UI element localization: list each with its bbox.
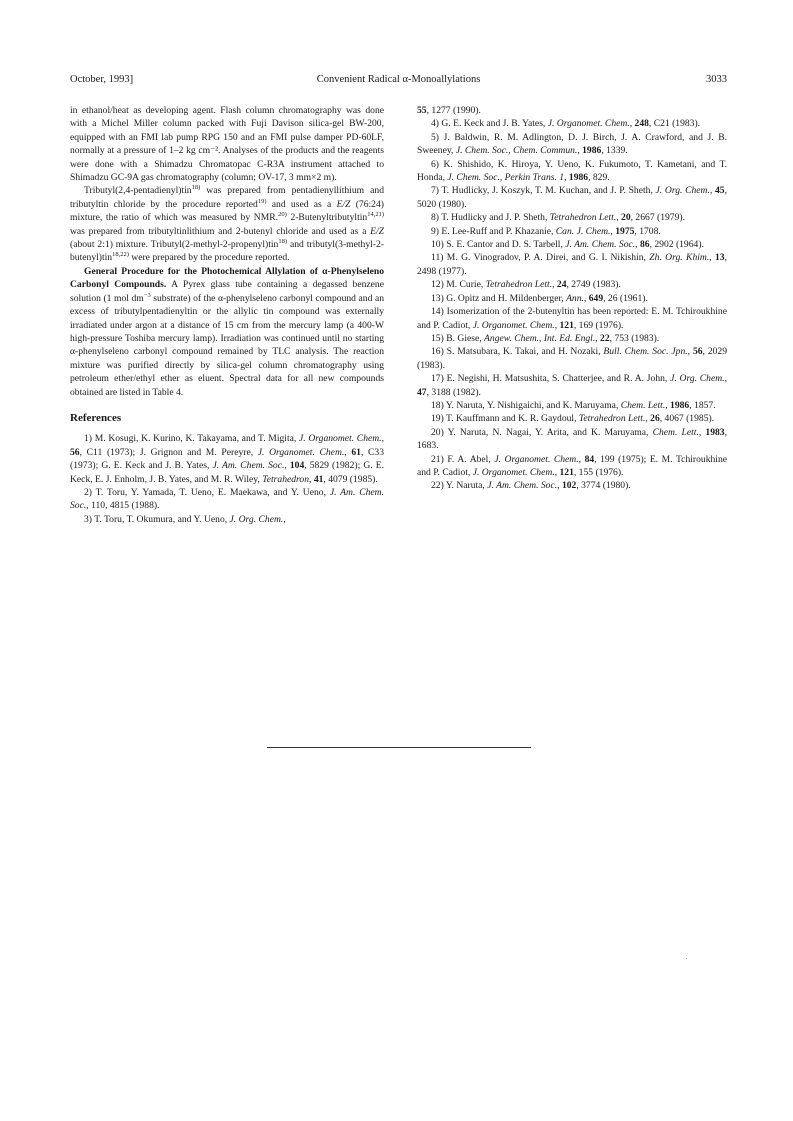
reference-item: 18) Y. Naruta, Y. Nishigaichi, and K. Maruyama, Chem. Lett., 1986, 1857.	[431, 399, 716, 411]
reference-1: 1) M. Kosugi, K. Kurino, K. Takayama, and T. Migita, J. Organomet. Chem., 56, C11 (1973); J. Grignon and M. Pereyre, J. Organomet. Chem., 61, C33 (1973); G. E. Keck and J. B. Yates, J. Am. Chem. Soc., 104, 5829 (1982); G. E. Keck, E. J. Enholm, J. B. Yates, and M. R. Wiley, Tetrahedron, 41, 4079 (1985).	[70, 433, 385, 485]
footer-divider	[267, 747, 531, 748]
reference-3: 3) T. Toru, T. Okumura, and Y. Ueno, J. Org. Chem.,	[84, 513, 286, 525]
reference-item: 12) M. Curie, Tetrahedron Lett., 24, 2749 (1983).	[431, 279, 621, 291]
reference-item: 5) J. Baldwin, R. M. Adlington, D. J. Birch, J. A. Crawford, and J. B. Sweeney, J. Chem. Soc., Chem. Commun., 1986, 1339.	[417, 131, 727, 157]
reference-item: 10) S. E. Cantor and D. S. Tarbell, J. Am. Chem. Soc., 86, 2902 (1964).	[431, 239, 704, 251]
reference-item: 8) T. Hudlicky and J. P. Sheth, Tetrahedron Lett., 20, 2667 (1979).	[431, 212, 685, 224]
reference-item: 22) Y. Naruta, J. Am. Chem. Soc., 102, 3774 (1980).	[431, 480, 631, 492]
right-column	[417, 104, 727, 493]
reference-item: 20) Y. Naruta, N. Nagai, Y. Arita, and K. Maruyama, Chem. Lett., 1983, 1683.	[417, 426, 727, 452]
left-column	[70, 104, 384, 526]
reference-item: 11) M. G. Vinogradov, P. A. Direi, and G. I. Nikishin, Zh. Org. Khim., 13, 2498 (1977).	[417, 252, 727, 277]
reference-item: 21) F. A. Abel, J. Organomet. Chem., 84, 199 (1975); E. M. Tchiroukhine and P. Cadiot, J. Organomet. Chem., 121, 155 (1976).	[417, 453, 728, 478]
header-page-number: 3033	[706, 74, 727, 85]
reference-item: 7) T. Hudlicky, J. Koszyk, T. M. Kuchan, and J. P. Sheth, J. Org. Chem., 45, 5020 (1980).	[417, 185, 727, 210]
speck	[686, 958, 687, 959]
header-title: Convenient Radical α-Monoallylations	[316, 74, 481, 85]
reference-item: 6) K. Shishido, K. Hiroya, Y. Ueno, K. Fukumoto, T. Kametani, and T. Honda, J. Chem. Soc., Perkin Trans. 1, 1986, 829.	[417, 158, 727, 184]
reference-item: 14) Isomerization of the 2-butenyltin has been reported: E. M. Tchiroukhine and P. Cadiot, J. Organomet. Chem., 121, 169 (1976).	[417, 306, 727, 331]
procedure-heading: General Procedure for the Photochemical Allylation of α-Phenylseleno Carbonyl Compounds.	[70, 265, 384, 291]
header-date: October, 1993]	[70, 74, 134, 85]
paragraph-chromatography: in ethanol/heat as developing agent. Flash column chromatography was done with a Michel Miller column packed with Fuji Davison silica-gel BW-200, equipped with an FMI lab pump RPG 150 and an FMI pulse damper PD-60LF, normally at a pressure of 1–2 kg cm⁻². Analyses of the products and the reagents were done with a Shimadzu Chromatopac C-R3A instrument attached to Shimadzu GC-9A gas chromatography (column; OV-17, 3 mm×2 m).	[70, 105, 384, 184]
reference-list	[417, 117, 727, 492]
references-heading: References	[70, 411, 122, 424]
reference-2: 2) T. Toru, Y. Yamada, T. Ueno, E. Maekawa, and Y. Ueno, J. Am. Chem. Soc., 110, 4815 (1988).	[70, 486, 384, 512]
reference-item: 19) T. Kauffmann and K. R. Gaydoul, Tetrahedron Lett., 26, 4067 (1985).	[431, 413, 715, 425]
paragraph-general-procedure: General Procedure for the Photochemical Allylation of α-Phenylseleno Carbonyl Compounds. A Pyrex glass tube containing a degassed benzene solution (1 mol $dm^{-3}$ substrate) of the α-phenylseleno carbonyl compound and an excess of tributylpentadienyltin or the allylic tin compound was externally irradiated under argon at a distance of 15 cm from the mercury lamp (a 400-W high-pressure Toshiba mercury lamp). Irradiation was continued until no starting α-phenylseleno carbonyl compound remained by TLC analysis. The reaction mixture was purified directly by silica-gel column chromatography using petroleum ether/ethyl ether as eluent. Spectral data for all new compounds obtained are listed in Table 4.	[70, 265, 384, 398]
reference-item: 13) G. Opitz and H. Mildenberger, Ann., 649, 26 (1961).	[431, 292, 648, 304]
reference-item: 17) E. Negishi, H. Matsushita, S. Chatterjee, and R. A. John, J. Org. Chem., 47, 3188 (1982).	[417, 373, 727, 398]
reference-item: 4) G. E. Keck and J. B. Yates, J. Organomet. Chem., 248, C21 (1983).	[431, 118, 701, 130]
reference-item: 16) S. Matsubara, K. Takai, and H. Nozaki, Bull. Chem. Soc. Jpn., 56, 2029 (1983).	[417, 346, 728, 371]
paragraph-tin-reagents: Tributyl(2,4-pentadienyl)tin$^{18)}$ was prepared from pentadienyllithium and tributyltin chloride by the procedure reported$^{19)}$ and used as a E/Z (76:24) mixture, the ratio of which was measured by NMR.$^{20)}$ 2-Butenyltributyltin$^{14,21)}$ was prepared from tributyltinlithium and 2-butenyl chloride and used as a E/Z (about 2:1) mixture. Tributyl(2-methyl-2-propenyl)tin$^{18)}$ and tributyl(3-methyl-2-butenyl)tin$^{18,22)}$ were prepared by the procedure reported.	[70, 184, 384, 264]
reference-item: 9) E. Lee-Ruff and P. Khazanie, Can. J. Chem., 1975, 1708.	[431, 225, 661, 237]
reference-item: 15) B. Giese, Angew. Chem., Int. Ed. Engl., 22, 753 (1983).	[431, 332, 660, 344]
reference-3-continued: 55, 1277 (1990).	[417, 105, 481, 116]
running-header	[70, 73, 727, 87]
